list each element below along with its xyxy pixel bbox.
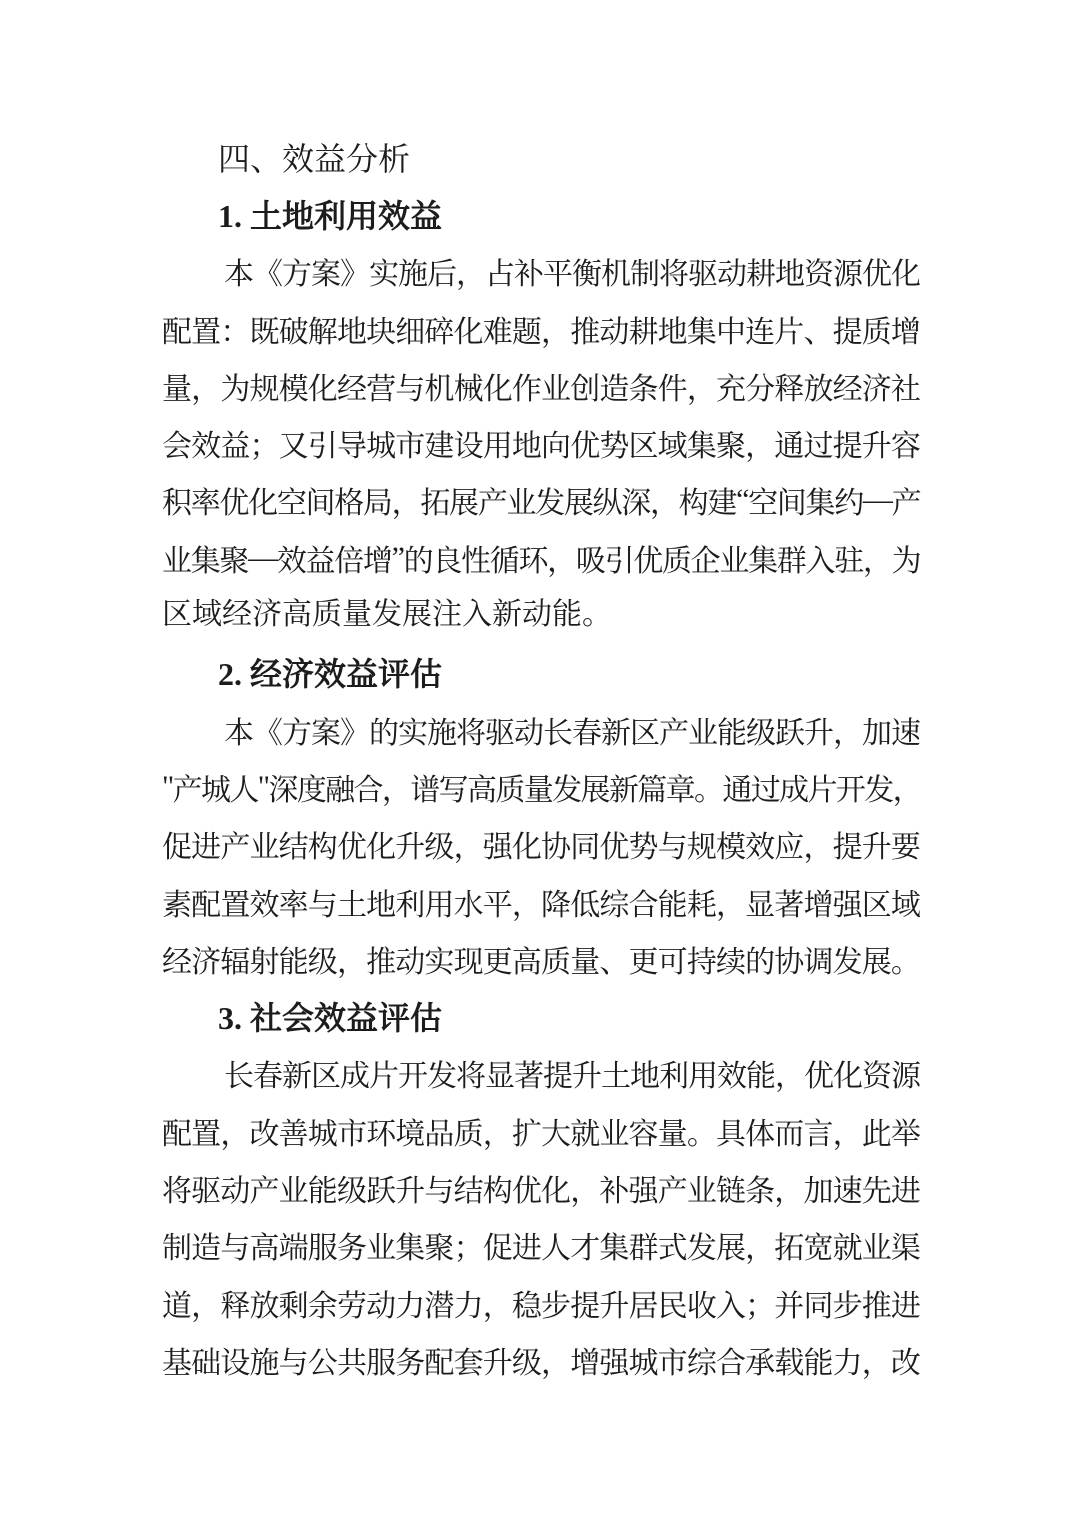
subsection-heading: 3. 社会效益评估 — [218, 1000, 443, 1037]
text-line: 配 置 ： 既 破 解 地 块 细 碎 化 难 题 ， 推 动 耕 地 集 中 连 片 、 提 质 增 — [162, 315, 921, 349]
text-line: 经 济 辐 射 能 级 ， 推 动 实 现 更 高 质 量 、 更 可 持 续 的 协 调 发 展 。 — [162, 945, 921, 979]
text-line: 基 础 设 施 与 公 共 服 务 配 套 升 级 ， 增 强 城 市 综 合 承 载 能 力 ， 改 — [162, 1346, 921, 1380]
text-line: 制 造 与 高 端 服 务 业 集 聚 ； 促 进 人 才 集 群 式 发 展 ， 拓 宽 就 业 渠 — [162, 1232, 921, 1266]
text-line: 业 集 聚 — 效 益 倍 增 ” 的 良 性 循 环 ， 吸 引 优 质 企 业 集 群 入 驻 ， 为 — [162, 540, 920, 578]
text-line: " 产 城 人 " 深 度 融 合 ， 谱 写 高 质 量 发 展 新 篇 章 。 通 过 成 片 开 发 ， — [162, 769, 920, 807]
text-line: 配 置 ， 改 善 城 市 环 境 品 质 ， 扩 大 就 业 容 量 。 具 体 而 言 ， 此 举 — [162, 1117, 921, 1151]
text-line: 将 驱 动 产 业 能 级 跃 升 与 结 构 优 化 ， 补 强 产 业 链 条 ， 加 速 先 进 — [162, 1174, 921, 1208]
subsection-heading: 1. 土地利用效益 — [218, 197, 443, 234]
text-line: 本 《 方 案 》 的 实 施 将 驱 动 长 春 新 区 产 业 能 级 跃 升 ， 加 速 — [224, 716, 920, 750]
text-line: 会 效 益 ； 又 引 导 城 市 建 设 用 地 向 优 势 区 域 集 聚 ， 通 过 提 升 容 — [162, 430, 921, 464]
subsection-heading: 2. 经济效益评估 — [218, 656, 443, 693]
text-line: 区域经济高质量发展注入新动能。 — [162, 598, 612, 632]
text-line: 促 进 产 业 结 构 优 化 升 级 ， 强 化 协 同 优 势 与 规 模 效 应 ， 提 升 要 — [162, 831, 921, 865]
text-line: 积 率 优 化 空 间 格 局 ， 拓 展 产 业 发 展 纵 深 ， 构 建 “ 空 间 集 约 — 产 — [162, 483, 920, 521]
text-line: 道 ， 释 放 剩 余 劳 动 力 潜 力 ， 稳 步 提 升 居 民 收 入 ； 并 同 步 推 进 — [162, 1289, 921, 1323]
text-line: 本 《 方 案 》 实 施 后 ， 占 补 平 衡 机 制 将 驱 动 耕 地 资 源 优 化 — [224, 258, 920, 292]
text-line: 素 配 置 效 率 与 土 地 利 用 水 平 ， 降 低 综 合 能 耗 ， 显 著 增 强 区 域 — [162, 888, 921, 922]
section-heading: 四、效益分析 — [218, 140, 411, 177]
text-line: 量 ， 为 规 模 化 经 营 与 机 械 化 作 业 创 造 条 件 ， 充 分 释 放 经 济 社 — [162, 372, 921, 406]
text-line: 长 春 新 区 成 片 开 发 将 显 著 提 升 土 地 利 用 效 能 ， 优 化 资 源 — [224, 1060, 920, 1094]
document-body — [162, 128, 920, 1389]
